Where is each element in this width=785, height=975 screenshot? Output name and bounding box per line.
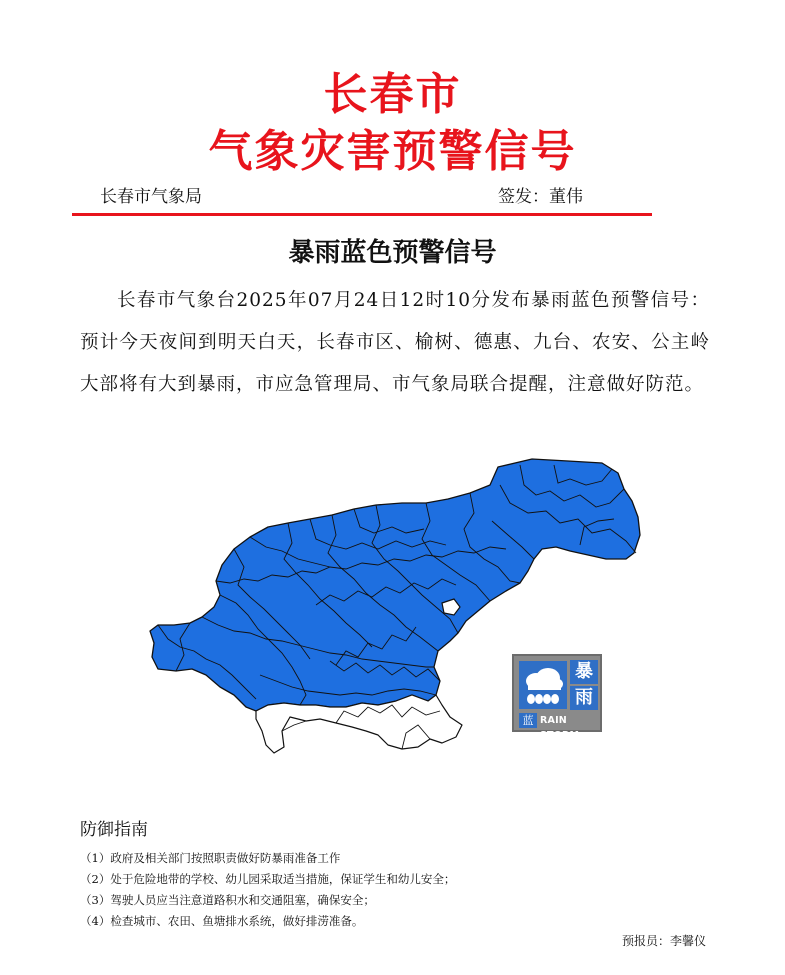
guide-item: （4）检查城市、农田、鱼塘排水系统，做好排涝准备。 <box>80 914 364 928</box>
header-divider <box>72 213 652 216</box>
signal-title: 暴雨蓝色预警信号 <box>288 238 497 268</box>
guide-item: （3）驾驶人员应当注意道路积水和交通阻塞，确保安全； <box>80 893 375 907</box>
issuer-label: 长春市气象局 <box>100 187 202 207</box>
badge-english-label: RAIN STORM <box>540 715 580 741</box>
reporter-label: 预报员：李馨仪 <box>622 934 707 948</box>
badge-level-label: 蓝 <box>519 713 537 728</box>
rainstorm-blue-badge <box>512 654 602 741</box>
city-name: 长春市 <box>323 69 462 120</box>
signer-label: 签发：董伟 <box>498 187 583 207</box>
signal-body: 长春市气象台2025年07月24日12时10分发布暴雨蓝色预警信号：预计今天夜间到明天白天，长春市区、榆树、德惠、九台、农安、公主岭大部将有大到暴雨，市应急管理局、市气象局联合提醒，注意做好防范。 <box>80 290 710 395</box>
guide-item: （2）处于危险地带的学校、幼儿园采取适当措施，保证学生和幼儿安全； <box>80 872 456 886</box>
guide-item: （1）政府及相关部门按照职责做好防暴雨准备工作 <box>80 851 341 865</box>
document-title: 气象灾害预警信号 <box>208 126 577 177</box>
guide-list <box>80 848 455 932</box>
guide-title: 防御指南 <box>80 820 148 840</box>
cloud-rain-icon <box>519 661 567 709</box>
map-unaffected-region <box>256 695 462 753</box>
badge-char-yu: 雨 <box>570 686 598 710</box>
badge-char-bao: 暴 <box>570 660 598 684</box>
